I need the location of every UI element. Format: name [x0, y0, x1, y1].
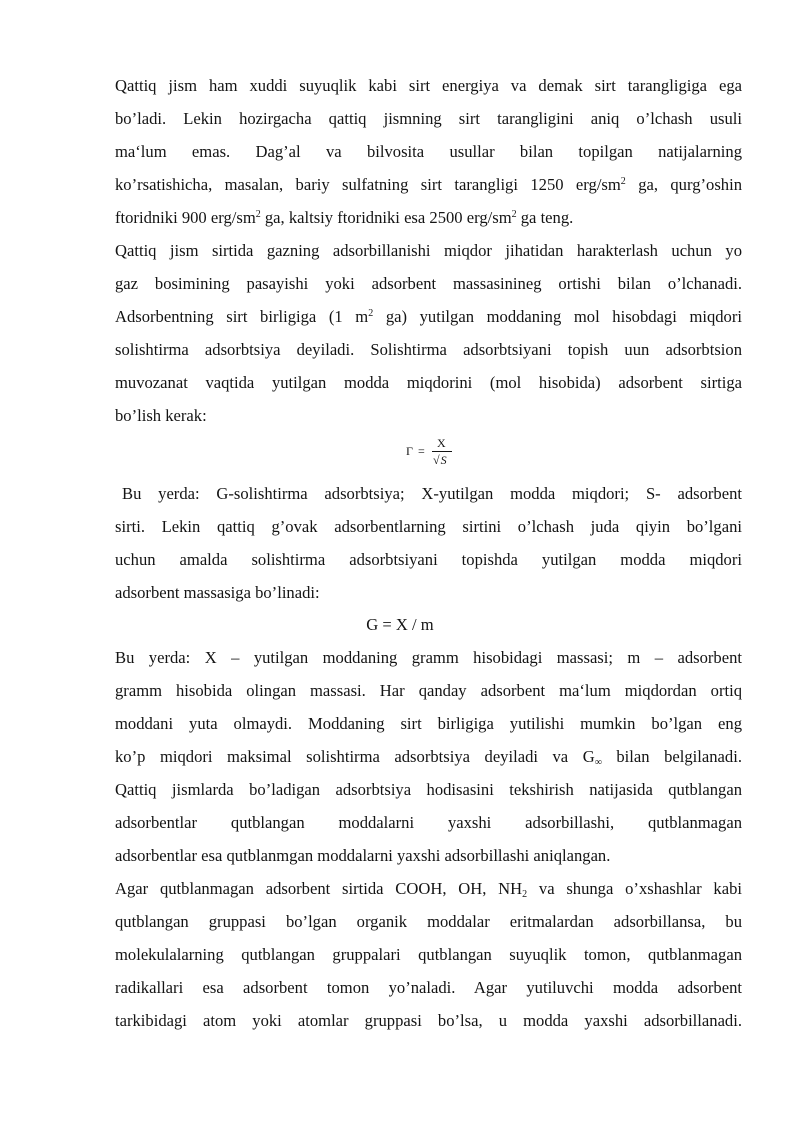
text-line: adsorbentlar esa qutblanmgan moddalarni yaxshi adsorbillashi aniqlangan.: [115, 846, 611, 865]
text-line: Qattiq jismlarda bo’ladigan adsorbtsiya hodisasini tekshirish natijasida qutblangan: [115, 780, 742, 799]
text-line: molekulalarning qutblangan gruppalari qutblangan suyuqlik tomon, qutblanmagan: [115, 945, 742, 964]
text-line: gaz bosimining pasayishi yoki adsorbent massasinineg ortishi bilan o’lchanadi.: [115, 274, 742, 293]
text-line: uchun amalda solishtirma adsorbtsiyani topishda yutilgan modda miqdori: [115, 550, 742, 569]
text-line: Bu yerda: G-solishtirma adsorbtsiya; X-yutilgan modda miqdori; S- adsorbent: [122, 484, 742, 503]
text-line: gramm hisobida olingan massasi. Har qanday adsorbent ma‘lum miqdordan ortiq: [115, 681, 742, 700]
text-line: ftoridniki 900 erg/$sm^2$ ga, kaltsiy ftoridniki esa 2500 erg/$sm^2$ ga teng.: [115, 208, 574, 227]
text-line: adsorbent massasiga bo’linadi:: [115, 583, 320, 602]
text-line: ma‘lum emas. Dag’al va bilvosita usullar bilan topilgan natijalarning: [115, 142, 742, 161]
formula-equals: =: [418, 444, 425, 458]
formula-specific-adsorption: [404, 432, 464, 474]
text-line: ko’rsatishicha, masalan, bariy sulfatning sirt tarangligi 1250 erg/$sm^2$ ga, qurg’oshin: [115, 175, 742, 194]
text-line: solishtirma adsorbtsiya deyiladi. Solishtirma adsorbtsiyani topish uun adsorbtsion: [115, 340, 742, 359]
fraction-bar: [432, 451, 452, 452]
text-line: sirti. Lekin qattiq g’ovak adsorbentlarning sirtini o’lchash juda qiyin bo’lgani: [115, 517, 742, 536]
text-line: radikallari esa adsorbent tomon yo’naladi. Agar yutiluvchi modda adsorbent: [115, 978, 742, 997]
text-line: moddani yuta olmaydi. Moddaning sirt birligiga yutilishi mumkin bo’lgan eng: [115, 714, 742, 733]
text-line: ko’p miqdori maksimal solishtirma adsorbtsiya deyiladi va $G_\infty$ bilan belgilanadi.: [115, 747, 742, 768]
text-line: Adsorbentning sirt birligiga (1 $m^2$ ga) yutilgan moddaning mol hisobdagi miqdori: [115, 307, 742, 326]
formula-g-equals-x-over-m: G = X / m: [366, 615, 434, 634]
radical-sign: √: [433, 453, 440, 467]
text-line: bo’ladi. Lekin hozirgacha qattiq jismning sirt tarangligini aniq o’lchash usuli: [115, 109, 742, 128]
text-line: qutblangan gruppasi bo’lgan organik moddalar eritmalardan adsorbillansa, bu: [115, 912, 742, 931]
text-line: adsorbentlar qutblangan moddalarni yaxshi adsorbillashi, qutblanmagan: [115, 813, 742, 832]
text-line: Agar qutblanmagan adsorbent sirtida COOH, OH, $NH_2$ va shunga o’xshashlar kabi: [115, 879, 742, 900]
formula-lhs: Г: [406, 444, 413, 458]
text-line: Bu yerda: X – yutilgan moddaning gramm hisobidagi massasi; m – adsorbent: [115, 648, 742, 667]
formula-denominator: √S: [433, 453, 447, 467]
text-line: tarkibidagi atom yoki atomlar gruppasi bo’lsa, u modda yaxshi adsorbillanadi.: [115, 1011, 742, 1030]
text-line: Qattiq jism ham xuddi suyuqlik kabi sirt energiya va demak sirt tarangligiga ega: [115, 76, 742, 95]
text-line: Qattiq jism sirtida gazning adsorbillanishi miqdor jihatidan harakterlash uchun yo: [115, 241, 742, 260]
formula-numerator: X: [437, 436, 446, 450]
text-line: muvozanat vaqtida yutilgan modda miqdorini (mol hisobida) adsorbent sirtiga: [115, 373, 742, 392]
text-line: bo’lish kerak:: [115, 406, 207, 425]
